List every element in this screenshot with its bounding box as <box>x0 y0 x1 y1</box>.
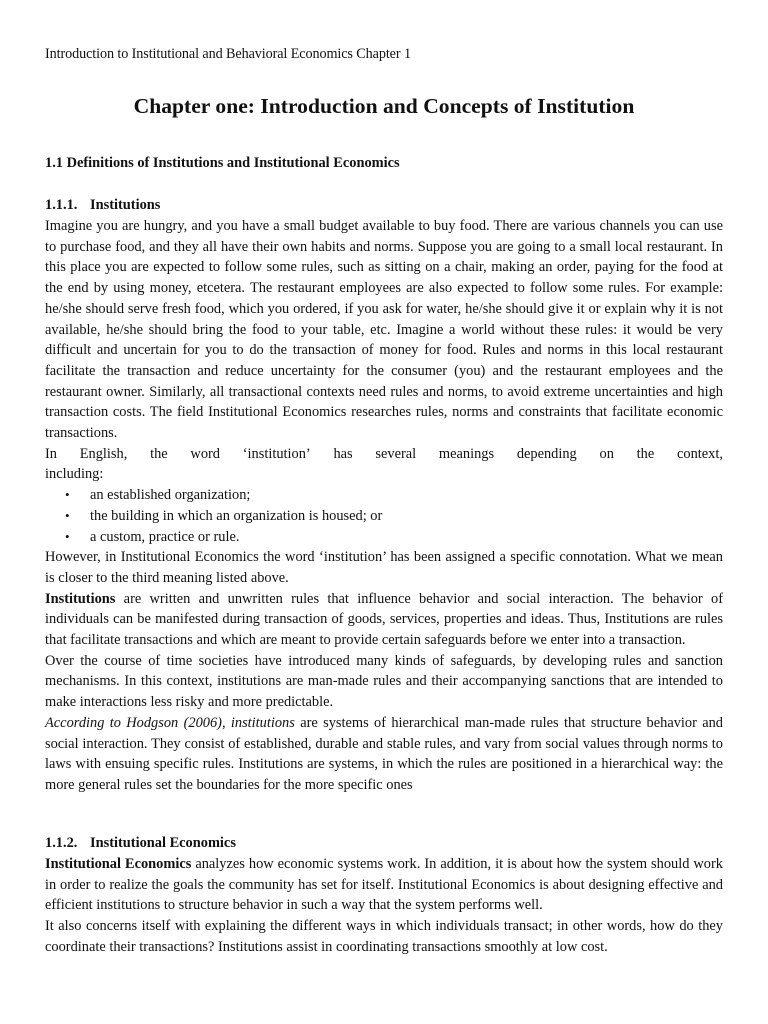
word: meanings <box>438 445 495 462</box>
section-number: 1.1.1. <box>45 197 78 213</box>
paragraph-safeguards: Over the course of time societies have introduced many kinds of safeguards, by developing rules and sanction mechanisms. In this context, institutions are man-made rules and their accompanying sanctions that are intended to make interactions less risky and more predictable. <box>45 652 723 711</box>
section-title: Institutions <box>90 197 161 213</box>
running-header: Introduction to Institutional and Behavioral Economics Chapter 1 <box>45 46 411 62</box>
word: has <box>333 445 353 462</box>
list-item: • the building in which an organization is housed; or <box>45 506 723 527</box>
paragraph-connotation: However, in Institutional Economics the word ‘institution’ has been assigned a specific connotation. What we mean is closer to the third meaning listed above. <box>45 549 723 586</box>
meanings-list <box>45 485 723 547</box>
word: on <box>599 445 614 462</box>
paragraph-english-tail: including: <box>45 466 104 483</box>
section-number: 1.1.2. <box>45 835 78 851</box>
word: In <box>45 445 57 462</box>
word: the <box>636 445 655 462</box>
word: English, <box>79 445 128 462</box>
citation: According to Hodgson (2006), institutions <box>45 714 295 731</box>
paragraph-restaurant-example: Imagine you are hungry, and you have a small budget available to buy food. There are various channels you can use to purchase food, and they all have their own habits and norms. Suppose you are going to a small local restaurant. In this place you are expected to follow some rules, such as sitting on a chair, making an order, paying for the food at the end by using money, etcetera. The restaurant employees are also expected to follow some rules. For example: he/she should serve fresh food, which you ordered, if you ask for water, he/she should give it or explain why it is not available, he/she should bring the food to your table, etc. Imagine a world without these rules: it would be very difficult and uncertain for you to do the transaction of money for food. Rules and norms in this local restaurant facilitate the transaction and reduce uncertainty for the consumer (you) and the restaurant employees and the restaurant owner. Similarly, all transactional contexts need rules and norms, to avoid extreme uncertainties and high transaction costs. The field Institutional Economics researches rules, norms and constraints that facilitate economic transactions. <box>45 218 723 442</box>
bold-term: Institutions <box>45 590 116 607</box>
paragraph-institutions-definition: Institutions are written and unwritten rules that influence behavior and social interaction. The behavior of individuals can be manifested during transaction of goods, services, properties and ideas. Thus, Institutions are rules that facilitate transactions and which are meant to provide certain safeguards before we enter into a transaction. <box>45 590 723 649</box>
paragraph-coordination: It also concerns itself with explaining the different ways in which individuals transact; in other words, how do they coordinate their transactions? Institutions assist in coordinating transactions smoothly at low cost. <box>45 918 723 955</box>
word: several <box>375 445 417 462</box>
word: the <box>150 445 168 462</box>
institutions-body <box>45 216 723 796</box>
paragraph-hodgson: According to Hodgson (2006), institutions are systems of hierarchical man-made rules that structure behavior and social interaction. They consist of established, durable and stable rules, and vary from social values through norms to laws with ensuing specific rules. Institutions are systems, in which the rules are positioned in a hierarchical way: the more general rules set the boundaries for the more specific ones <box>45 714 724 793</box>
bold-term: Institutional Economics <box>45 856 192 872</box>
section-heading-1-1-2 <box>45 835 236 852</box>
section-title: Institutional Economics <box>90 835 236 851</box>
list-item: • a custom, practice or rule. <box>45 527 723 548</box>
section-heading-1-1: 1.1 Definitions of Institutions and Institutional Economics <box>45 155 400 171</box>
word: word <box>190 445 220 462</box>
word: depending <box>516 445 577 462</box>
chapter-title: Chapter one: Introduction and Concepts of Institution <box>133 94 635 118</box>
institutional-economics-body <box>45 854 723 958</box>
paragraph-analysis: Institutional Economics analyzes how economic systems work. In addition, it is about how the system should work in order to realize the goals the community has set for itself. Institutional Economics is about designing effective and efficient institutions to structure behavior in such a way that the system performs well. <box>45 856 723 914</box>
section-heading-1-1-1 <box>45 197 160 214</box>
word: ‘institution’ <box>242 445 311 462</box>
word: context, <box>677 445 723 462</box>
paragraph-english-line <box>45 444 723 465</box>
list-item: • an established organization; <box>45 485 723 506</box>
